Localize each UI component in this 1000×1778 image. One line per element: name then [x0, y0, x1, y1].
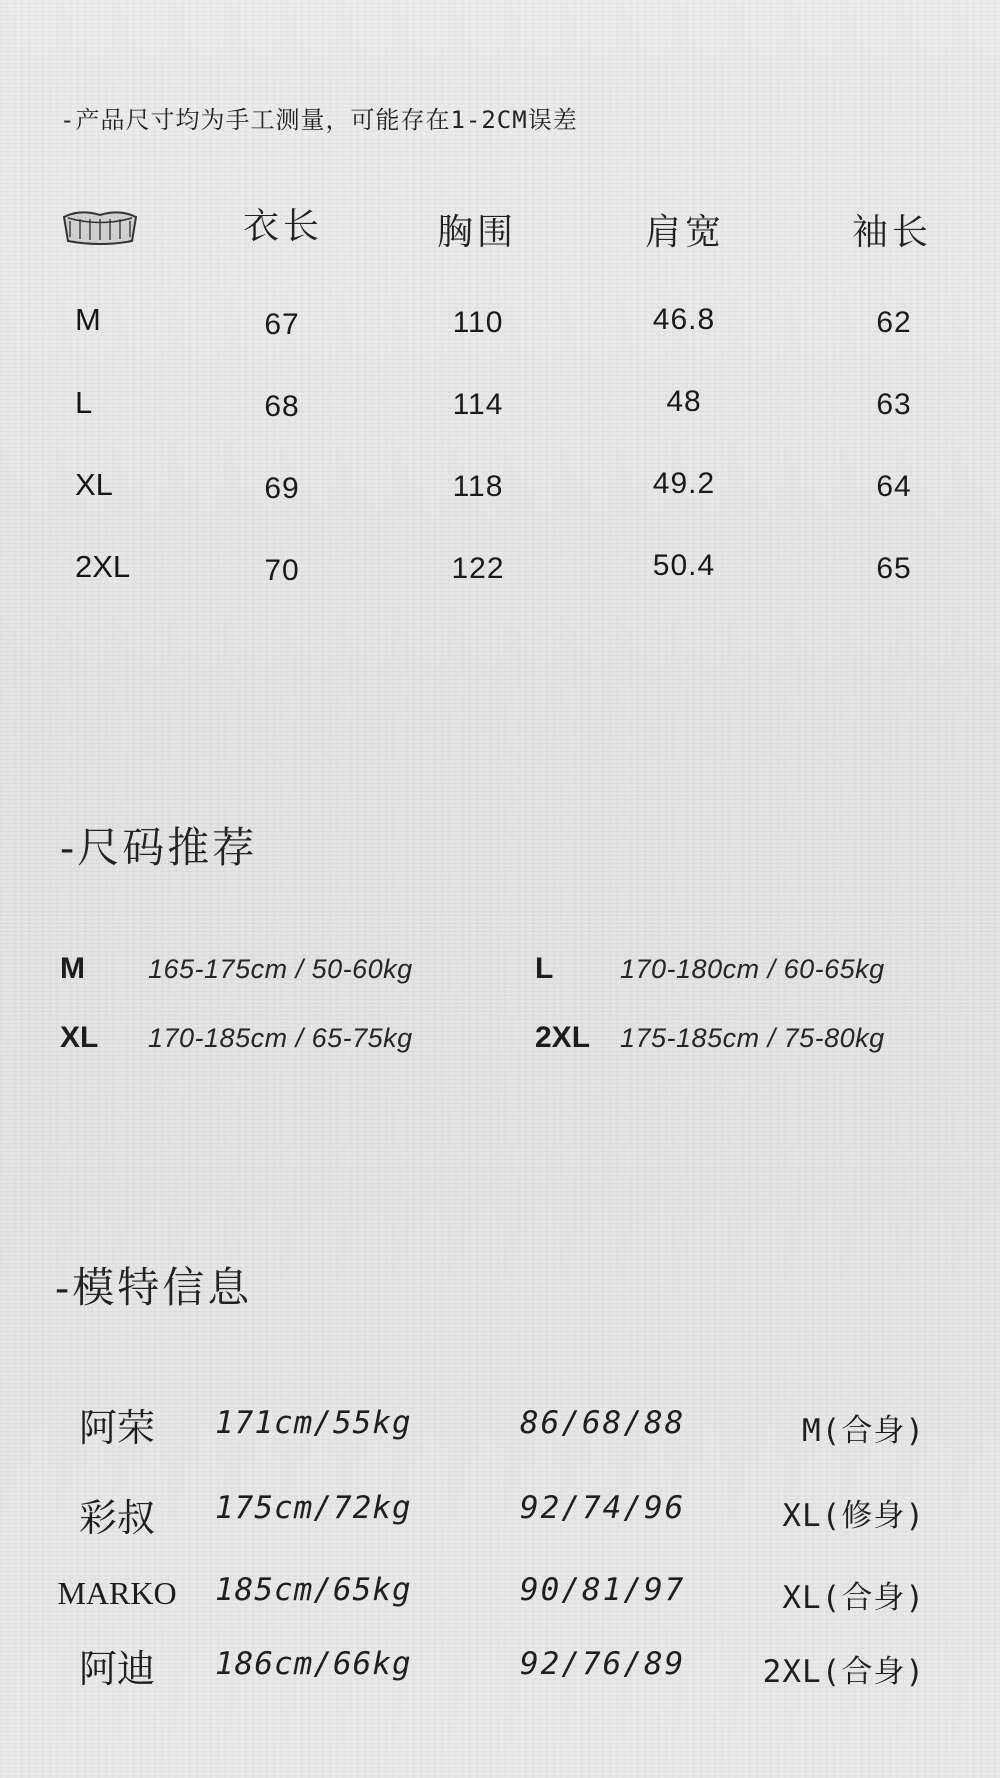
model-measurements: 92/74/96: [520, 1490, 686, 1526]
header-sleeve: 袖长: [852, 212, 933, 253]
model-fit: 2XL(合身): [762, 1654, 925, 1690]
table-cell: 122: [451, 552, 505, 585]
table-cell: 67: [264, 308, 300, 341]
section-title-models: -模特信息: [55, 1263, 253, 1312]
table-cell: 118: [452, 470, 504, 503]
table-cell: 110: [452, 306, 504, 339]
model-height-weight: 185cm/65kg: [215, 1572, 412, 1608]
rec-range: 170-185cm / 65-75kg: [148, 1023, 413, 1053]
rec-range: 165-175cm / 50-60kg: [148, 954, 413, 984]
model-measurements: 92/76/89: [520, 1646, 686, 1682]
model-height-weight: 175cm/72kg: [215, 1490, 412, 1526]
rec-size: M: [60, 952, 85, 985]
model-fit: XL(合身): [782, 1580, 925, 1616]
header-chest: 胸围: [437, 212, 518, 253]
size-label: M: [75, 302, 101, 337]
table-cell: 49.2: [652, 467, 716, 500]
model-measurements: 90/81/97: [520, 1572, 686, 1608]
model-name: 阿荣: [78, 1406, 155, 1450]
model-fit: XL(修身): [782, 1498, 925, 1534]
rec-size: L: [535, 952, 554, 985]
table-cell: 68: [264, 390, 300, 423]
table-cell: 50.4: [652, 549, 716, 582]
size-label: L: [75, 385, 93, 420]
table-cell: 69: [264, 472, 300, 505]
model-height-weight: 186cm/66kg: [215, 1646, 412, 1682]
garment-sketch-icon: [60, 207, 140, 247]
model-height-weight: 171cm/55kg: [215, 1405, 412, 1441]
size-label: XL: [75, 467, 113, 502]
table-cell: 62: [876, 306, 912, 339]
rec-range: 170-180cm / 60-65kg: [620, 954, 885, 984]
table-cell: 48: [666, 385, 702, 418]
table-cell: 65: [876, 552, 912, 585]
table-cell: 63: [876, 388, 912, 421]
model-measurements: 86/68/88: [520, 1405, 686, 1441]
section-title-recommend: -尺码推荐: [60, 823, 258, 872]
rec-size: XL: [60, 1021, 99, 1054]
table-cell: 114: [452, 388, 504, 421]
table-cell: 64: [876, 470, 912, 503]
table-cell: 70: [264, 554, 300, 587]
model-name: 阿迪: [78, 1647, 155, 1691]
model-name: 彩叔: [78, 1496, 155, 1540]
rec-range: 175-185cm / 75-80kg: [620, 1023, 885, 1053]
size-label: 2XL: [75, 549, 131, 584]
rec-size: 2XL: [535, 1021, 591, 1054]
header-shoulder: 肩宽: [645, 212, 726, 253]
measurement-note: -产品尺寸均为手工测量，可能存在1-2CM误差: [60, 106, 578, 134]
model-name: MARKO: [57, 1575, 177, 1611]
table-cell: 46.8: [652, 303, 716, 336]
model-fit: M(合身): [802, 1413, 925, 1449]
header-length: 衣长: [243, 206, 324, 247]
